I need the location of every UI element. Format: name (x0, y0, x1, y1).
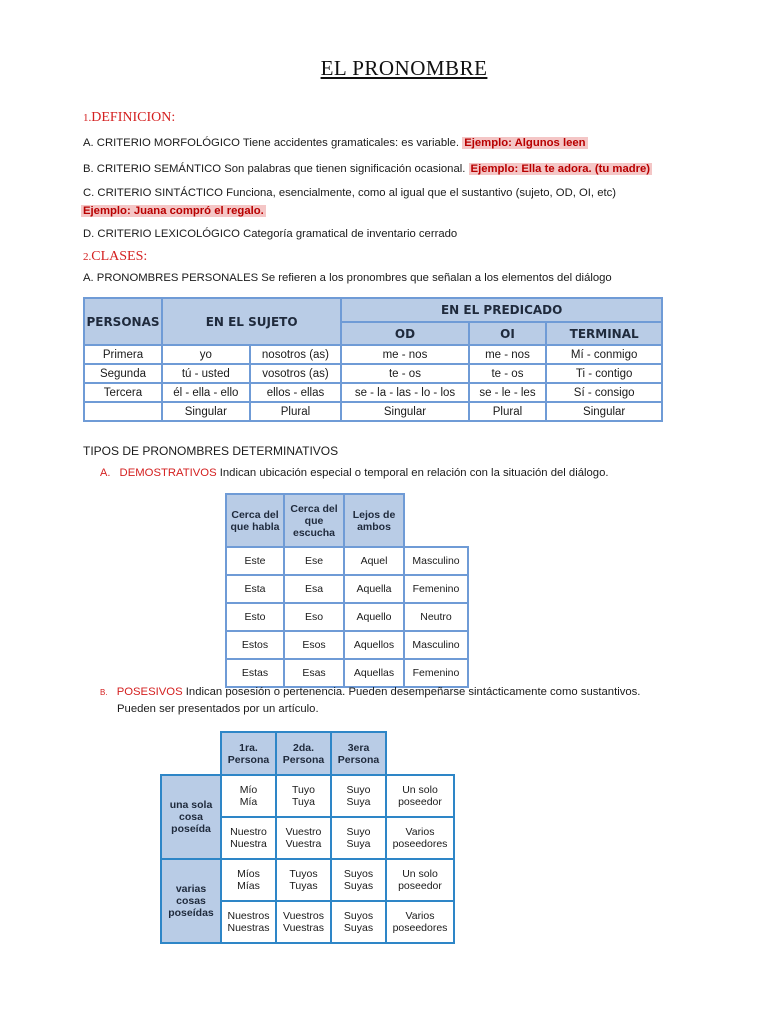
criterio-text: C. CRITERIO SINTÁCTICO Funciona, esencialmente, como al igual que el sustantivo (sujeto, OD, OI, etc) (83, 187, 617, 199)
possessives-table (160, 731, 455, 944)
tipos-heading: TIPOS DE PRONOMBRES DETERMINATIVOS (83, 444, 339, 458)
table-cell: vosotros (as) (250, 364, 342, 383)
demostrativos-label: DEMOSTRATIVOS (119, 467, 217, 479)
group-label: una sola cosa poseída (161, 775, 221, 859)
table-cell: Suyo Suya (331, 817, 386, 859)
table-cell: Un solo poseedor (386, 775, 454, 817)
table-row (226, 603, 468, 631)
table-cell: Estos (226, 631, 284, 659)
posesivos-label: POSESIVOS (116, 686, 183, 698)
table-row (84, 345, 662, 364)
table-cell: Nuestro Nuestra (221, 817, 276, 859)
criterio-lexicologico (83, 228, 457, 240)
table-cell: Mío Mía (221, 775, 276, 817)
table-cell: Masculino (404, 631, 468, 659)
header-cell: Cerca del que habla (226, 494, 284, 547)
criterio-morfologico (83, 137, 588, 149)
criterio-text: B. CRITERIO SEMÁNTICO Son palabras que tienen significación ocasional. (83, 163, 466, 175)
table-row (226, 575, 468, 603)
table-cell: ellos - ellas (250, 383, 342, 402)
table-cell: Masculino (404, 547, 468, 575)
header-predicado: EN EL PREDICADO (341, 298, 662, 322)
table-cell: se - la - las - lo - los (341, 383, 468, 402)
page-title: EL PRONOMBRE (320, 56, 488, 80)
table-cell: Vuestros Vuestras (276, 901, 331, 943)
table-cell: Este (226, 547, 284, 575)
table-cell: Plural (250, 402, 342, 421)
table-cell: Ese (284, 547, 344, 575)
group-label: varias cosas poseídas (161, 859, 221, 943)
section-label: CLASES: (91, 249, 148, 264)
header-oi: OI (469, 322, 547, 345)
table-cell: nosotros (as) (250, 345, 342, 364)
demostrativos-text: Indican ubicación especial o temporal en relación con la situación del diálogo. (216, 467, 609, 479)
header-sujeto: EN EL SUJETO (162, 298, 341, 345)
section-definicion-heading (83, 110, 175, 126)
table-cell: Esta (226, 575, 284, 603)
table-cell: te - os (469, 364, 547, 383)
table-cell: Vuestro Vuestra (276, 817, 331, 859)
section-label: DEFINICION: (91, 110, 176, 125)
table-cell: tú - usted (162, 364, 250, 383)
table-cell: Tercera (84, 383, 162, 402)
list-marker: B. (100, 688, 108, 697)
header-cell: 3era Persona (331, 732, 386, 775)
header-cell: 2da. Persona (276, 732, 331, 775)
table-cell: Esa (284, 575, 344, 603)
table-cell: yo (162, 345, 250, 364)
table-cell: Tuyo Tuya (276, 775, 331, 817)
table-row (84, 383, 662, 402)
table-cell: Aquella (344, 575, 404, 603)
header-cell: Cerca del que escucha (284, 494, 344, 547)
header-od: OD (341, 322, 468, 345)
criterio-example: Ejemplo: Algunos leen (464, 137, 586, 149)
empty-cell (404, 494, 468, 547)
table-cell: Eso (284, 603, 344, 631)
header-personas: PERSONAS (84, 298, 162, 345)
demostrativos-line (100, 467, 609, 479)
table-cell: Aquel (344, 547, 404, 575)
table-cell: Aquellos (344, 631, 404, 659)
criterio-example: Ejemplo: Ella te adora. (tu madre) (470, 163, 651, 175)
section-number: 1. (83, 112, 92, 124)
table-cell: Suyos Suyas (331, 901, 386, 943)
table-cell: Plural (469, 402, 547, 421)
table-cell: Primera (84, 345, 162, 364)
posesivos-line (100, 686, 640, 698)
table-cell: Tuyos Tuyas (276, 859, 331, 901)
table-row (226, 631, 468, 659)
posesivos-line-2: Pueden ser presentados por un artículo. (117, 703, 319, 715)
table-cell: Femenino (404, 575, 468, 603)
section-number: 2. (83, 251, 92, 263)
table-cell: Aquello (344, 603, 404, 631)
table-cell: Neutro (404, 603, 468, 631)
criterio-sintactico-example (83, 205, 266, 217)
table-row (84, 402, 662, 421)
table-cell: Ti - contigo (546, 364, 662, 383)
table-cell: Aquellas (344, 659, 404, 687)
table-cell: Sí - consigo (546, 383, 662, 402)
table-cell: me - nos (341, 345, 468, 364)
criterio-sintactico (83, 187, 616, 199)
table-cell (84, 402, 162, 421)
section-clases-heading (83, 249, 147, 265)
table-cell: Suyos Suyas (331, 859, 386, 901)
table-cell: Estas (226, 659, 284, 687)
table-cell: Mí - conmigo (546, 345, 662, 364)
table-cell: Singular (546, 402, 662, 421)
empty-cell (161, 732, 221, 775)
personales-intro: A. PRONOMBRES PERSONALES Se refieren a los pronombres que señalan a los elementos del diálogo (83, 272, 612, 284)
table-cell: Varios poseedores (386, 817, 454, 859)
table-cell: Singular (162, 402, 250, 421)
table-row (161, 859, 454, 901)
table-cell: te - os (341, 364, 468, 383)
header-cell: 1ra. Persona (221, 732, 276, 775)
table-cell: Varios poseedores (386, 901, 454, 943)
table-cell: se - le - les (469, 383, 547, 402)
table-row (84, 364, 662, 383)
table-cell: Femenino (404, 659, 468, 687)
header-cell: Lejos de ambos (344, 494, 404, 547)
list-marker: A. (100, 467, 111, 479)
personal-pronouns-table (83, 297, 663, 422)
table-row (161, 775, 454, 817)
table-cell: Un solo poseedor (386, 859, 454, 901)
table-cell: me - nos (469, 345, 547, 364)
header-terminal: TERMINAL (546, 322, 662, 345)
table-cell: Segunda (84, 364, 162, 383)
table-cell: Esos (284, 631, 344, 659)
criterio-example: Ejemplo: Juana compró el regalo. (83, 205, 264, 217)
criterio-text: D. CRITERIO LEXICOLÓGICO Categoría gramatical de inventario cerrado (83, 228, 458, 240)
table-cell: Esto (226, 603, 284, 631)
posesivos-text: Indican posesión o pertenencia. Pueden desempeñarse sintácticamente como sustantivos. (182, 686, 641, 698)
criterio-text: A. CRITERIO MORFOLÓGICO Tiene accidentes gramaticales: es variable. (83, 137, 460, 149)
table-cell: Míos Mías (221, 859, 276, 901)
empty-cell (386, 732, 454, 775)
table-cell: Singular (341, 402, 468, 421)
table-cell: él - ella - ello (162, 383, 250, 402)
table-cell: Nuestros Nuestras (221, 901, 276, 943)
criterio-semantico (83, 163, 652, 175)
table-cell: Suyo Suya (331, 775, 386, 817)
table-row (226, 659, 468, 687)
table-row (226, 547, 468, 575)
demonstratives-table (225, 493, 469, 688)
table-cell: Esas (284, 659, 344, 687)
